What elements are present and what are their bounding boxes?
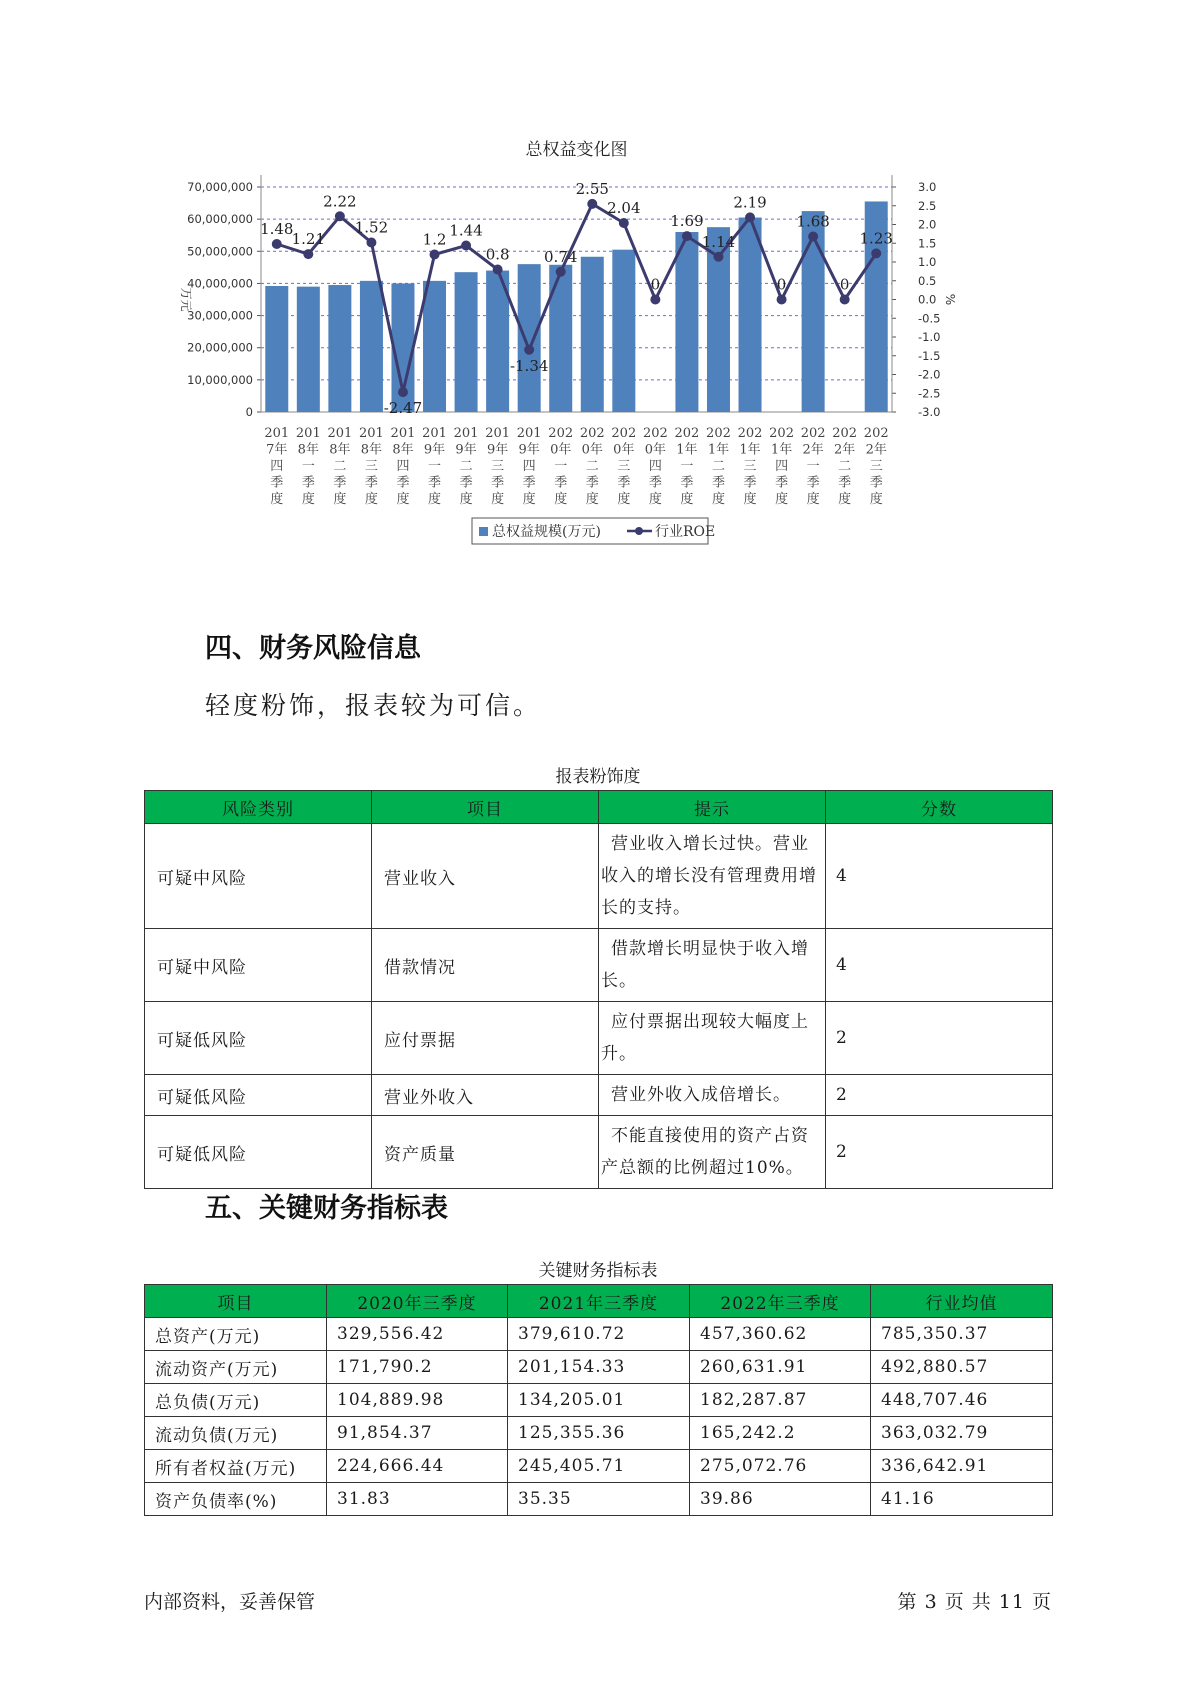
x-tick-label: 度 <box>648 492 662 507</box>
section4-heading: 四、财务风险信息 <box>205 633 421 664</box>
roe-point <box>366 238 376 248</box>
roe-point <box>335 211 345 221</box>
x-tick-label: 季 <box>333 475 347 491</box>
risk-category: 可疑中风险 <box>145 824 372 929</box>
y-tick-label: 50,000,000 <box>187 244 253 259</box>
x-tick-label: 季 <box>680 475 694 491</box>
x-tick-label: 度 <box>522 492 536 507</box>
x-tick-label: 度 <box>617 492 631 507</box>
y2-tick-label: 2.5 <box>918 198 937 213</box>
x-tick-label: 季 <box>459 475 473 491</box>
risk-category: 可疑中风险 <box>145 929 372 1002</box>
risk-item: 借款情况 <box>372 929 599 1002</box>
x-tick-label: 0年 <box>550 442 572 458</box>
roe-point <box>871 248 881 258</box>
bar <box>297 287 320 412</box>
roe-data-label: 1.23 <box>859 229 893 248</box>
indicator-label: 流动负债(万元) <box>145 1417 327 1450</box>
risk-item: 营业收入 <box>372 824 599 929</box>
table-row <box>145 824 1053 929</box>
x-tick-label: 二 <box>333 459 347 474</box>
x-tick-label: 9年 <box>518 442 540 458</box>
risk-item: 营业外收入 <box>372 1075 599 1116</box>
bar <box>612 250 635 412</box>
y-tick-label: 70,000,000 <box>187 180 253 194</box>
x-tick-label: 202 <box>674 426 700 441</box>
y-tick-label: 60,000,000 <box>187 212 253 227</box>
x-tick-label: 一 <box>301 459 315 474</box>
x-tick-label: 201 <box>295 426 321 441</box>
x-tick-label: 季 <box>522 475 536 491</box>
x-tick-label: 季 <box>617 475 631 491</box>
x-tick-label: 202 <box>769 426 794 441</box>
risk-header-category: 风险类别 <box>145 791 372 824</box>
roe-point <box>493 265 503 275</box>
indicator-label: 总资产(万元) <box>145 1318 327 1351</box>
indicator-table-caption: 关键财务指标表 <box>538 1261 658 1281</box>
indicator-value: 182,287.87 <box>690 1384 871 1417</box>
risk-header-score: 分数 <box>826 791 1053 824</box>
x-tick-label: 季 <box>428 475 442 491</box>
x-tick-label: 季 <box>585 475 599 491</box>
x-tick-label: 度 <box>396 492 410 507</box>
x-tick-label: 度 <box>459 492 473 507</box>
y2-tick-label: 1.0 <box>918 255 937 269</box>
legend-bar-swatch <box>479 527 488 536</box>
x-tick-label: 季 <box>554 475 568 491</box>
x-tick-label: 度 <box>554 492 568 507</box>
roe-data-label: 0.8 <box>485 245 510 264</box>
table-row <box>145 1075 1053 1116</box>
roe-data-label: 2.04 <box>607 199 641 217</box>
x-tick-label: 202 <box>611 426 637 441</box>
x-tick-label: 三 <box>364 459 378 474</box>
risk-score: 2 <box>826 1002 1053 1075</box>
x-tick-label: 季 <box>491 475 505 491</box>
x-tick-label: 度 <box>585 492 599 507</box>
x-tick-label: 一 <box>428 459 442 474</box>
indicator-value: 363,032.79 <box>871 1417 1053 1450</box>
indicator-value: 245,405.71 <box>508 1450 690 1483</box>
indicator-header-industry-avg: 行业均值 <box>871 1285 1053 1318</box>
indicator-value: 171,790.2 <box>327 1351 508 1384</box>
x-tick-label: 202 <box>706 426 731 441</box>
indicator-value: 39.86 <box>690 1483 871 1516</box>
indicator-value: 785,350.37 <box>871 1318 1053 1351</box>
x-tick-label: 8年 <box>297 442 319 458</box>
roe-point <box>713 252 723 262</box>
roe-data-label: 2.22 <box>323 192 357 211</box>
x-tick-label: 一 <box>680 459 694 474</box>
x-tick-label: 季 <box>838 475 852 491</box>
roe-data-label: 1.48 <box>260 220 294 238</box>
x-tick-label: 度 <box>806 492 820 507</box>
indicator-label: 流动资产(万元) <box>145 1351 327 1384</box>
x-tick-label: 1年 <box>739 442 761 458</box>
x-tick-label: 8年 <box>329 442 351 458</box>
indicator-table-header <box>145 1285 1053 1318</box>
roe-data-label: 0 <box>839 275 850 294</box>
x-tick-label: 9年 <box>455 442 477 458</box>
x-tick-label: 度 <box>333 492 347 507</box>
x-tick-label: 201 <box>390 426 416 441</box>
y2-tick-label: -1.5 <box>918 348 941 363</box>
risk-category: 可疑低风险 <box>145 1002 372 1075</box>
indicator-value: 41.16 <box>871 1483 1053 1516</box>
bar <box>265 286 288 412</box>
roe-point <box>430 250 440 260</box>
table-row <box>145 1483 1053 1516</box>
x-tick-label: 四 <box>775 459 789 474</box>
x-tick-label: 1年 <box>676 442 698 458</box>
y2-tick-label: 2.0 <box>918 217 937 232</box>
y2-tick-label: 1.5 <box>918 236 937 251</box>
risk-item: 资产质量 <box>372 1116 599 1189</box>
bar <box>423 281 446 412</box>
roe-point <box>808 232 818 242</box>
chart-title: 总权益变化图 <box>525 140 628 160</box>
roe-point <box>619 218 629 228</box>
x-tick-label: 201 <box>485 426 511 441</box>
y2-tick-label: 0.0 <box>918 292 937 307</box>
indicator-label: 总负债(万元) <box>145 1384 327 1417</box>
roe-point <box>587 199 597 209</box>
roe-data-label: 2.19 <box>733 193 767 212</box>
footer-confidential-note: 内部资料，妥善保管 <box>144 1591 316 1613</box>
bar <box>360 281 383 412</box>
indicator-value: 91,854.37 <box>327 1417 508 1450</box>
roe-data-label: 0 <box>776 275 787 294</box>
x-tick-label: 7年 <box>266 442 288 458</box>
x-tick-label: 二 <box>585 459 599 474</box>
chart-svg <box>160 140 1020 590</box>
risk-score: 4 <box>826 929 1053 1002</box>
indicator-value: 492,880.57 <box>871 1351 1053 1384</box>
roe-point <box>272 239 282 249</box>
indicator-value: 379,610.72 <box>508 1318 690 1351</box>
x-tick-label: 季 <box>301 475 315 491</box>
risk-item: 应付票据 <box>372 1002 599 1075</box>
x-tick-label: 三 <box>869 459 883 474</box>
roe-data-label: 0.74 <box>544 247 578 266</box>
indicator-header-2021q3: 2021年三季度 <box>508 1285 690 1318</box>
indicator-value: 31.83 <box>327 1483 508 1516</box>
risk-header-item: 项目 <box>372 791 599 824</box>
risk-table-caption: 报表粉饰度 <box>555 767 641 787</box>
footer-page-number: 第 3 页 共 11 页 <box>897 1591 1052 1613</box>
x-tick-label: 201 <box>264 426 290 441</box>
section5-heading: 五、关键财务指标表 <box>205 1193 448 1224</box>
x-tick-label: 201 <box>453 426 479 441</box>
roe-data-label: 1.69 <box>670 212 704 231</box>
x-tick-label: 1年 <box>770 442 793 458</box>
x-tick-label: 季 <box>806 475 820 491</box>
x-tick-label: 季 <box>869 475 883 491</box>
indicator-value: 336,642.91 <box>871 1450 1053 1483</box>
table-row <box>145 1351 1053 1384</box>
x-tick-label: 度 <box>711 492 725 507</box>
x-tick-label: 度 <box>775 492 789 507</box>
indicator-value: 275,072.76 <box>690 1450 871 1483</box>
x-tick-label: 三 <box>743 459 757 474</box>
y2-tick-label: 3.0 <box>918 180 937 194</box>
x-tick-label: 0年 <box>613 442 635 458</box>
indicator-label: 所有者权益(万元) <box>145 1450 327 1483</box>
indicator-value: 35.35 <box>508 1483 690 1516</box>
y2-tick-label: 0.5 <box>918 273 937 288</box>
y-axis-title-left: 万元 <box>179 287 193 312</box>
x-tick-label: 2年 <box>865 442 887 458</box>
roe-data-label: 1.2 <box>422 230 447 249</box>
roe-data-label: 1.44 <box>449 221 483 240</box>
risk-score: 2 <box>826 1075 1053 1116</box>
roe-data-label: 0 <box>650 275 661 294</box>
x-tick-label: 季 <box>711 475 725 491</box>
risk-score: 4 <box>826 824 1053 929</box>
x-tick-label: 202 <box>737 426 763 441</box>
y2-tick-label: -3.0 <box>918 405 941 419</box>
x-tick-label: 度 <box>301 492 315 507</box>
indicator-header-2022q3: 2022年三季度 <box>690 1285 871 1318</box>
x-tick-label: 9年 <box>486 442 509 458</box>
indicator-header-item: 项目 <box>145 1285 327 1318</box>
y2-tick-label: -0.5 <box>918 311 941 326</box>
risk-tip: 营业收入增长过快。营业收入的增长没有管理费用增长的支持。 <box>599 824 826 929</box>
roe-data-label: 1.52 <box>354 218 389 237</box>
roe-point <box>398 387 408 397</box>
risk-score: 2 <box>826 1116 1053 1189</box>
indicator-header-2020q3: 2020年三季度 <box>327 1285 508 1318</box>
x-tick-label: 201 <box>422 426 447 441</box>
table-row <box>145 929 1053 1002</box>
roe-point <box>556 267 566 277</box>
roe-point <box>777 295 787 305</box>
x-tick-label: 202 <box>863 426 889 441</box>
x-tick-label: 二 <box>711 459 725 474</box>
bar <box>455 272 478 412</box>
risk-table <box>144 790 1053 1189</box>
x-tick-label: 201 <box>327 426 353 441</box>
indicator-value: 260,631.91 <box>690 1351 871 1384</box>
legend-label-equity: 总权益规模(万元) <box>492 524 601 540</box>
indicator-value: 134,205.01 <box>508 1384 690 1417</box>
risk-category: 可疑低风险 <box>145 1075 372 1116</box>
y2-tick-label: -1.0 <box>918 330 941 344</box>
roe-data-label: 1.14 <box>701 232 736 251</box>
table-row <box>145 1002 1053 1075</box>
x-tick-label: 9年 <box>423 442 446 458</box>
x-tick-label: 度 <box>838 492 852 507</box>
x-tick-label: 202 <box>832 426 858 441</box>
risk-header-tip: 提示 <box>599 791 826 824</box>
x-tick-label: 度 <box>869 492 883 507</box>
table-row <box>145 1450 1053 1483</box>
x-tick-label: 度 <box>270 492 284 507</box>
x-tick-label: 四 <box>396 459 410 474</box>
x-tick-label: 度 <box>428 492 442 507</box>
x-tick-label: 季 <box>743 475 757 491</box>
roe-data-label: -1.34 <box>509 356 549 375</box>
risk-tip: 应付票据出现较大幅度上升。 <box>599 1002 826 1075</box>
roe-point <box>461 241 471 251</box>
table-row <box>145 1417 1053 1450</box>
indicator-value: 104,889.98 <box>327 1384 508 1417</box>
indicator-value: 125,355.36 <box>508 1417 690 1450</box>
y-tick-label: 30,000,000 <box>187 308 253 323</box>
y-axis-title-right: % <box>943 293 957 306</box>
roe-point <box>682 231 692 241</box>
roe-data-label: 1.21 <box>291 230 326 249</box>
x-tick-label: 三 <box>491 459 505 474</box>
x-tick-label: 二 <box>459 459 473 474</box>
x-tick-label: 201 <box>516 426 542 441</box>
bar <box>518 264 541 412</box>
table-row <box>145 1384 1053 1417</box>
risk-summary: 轻度粉饰，报表较为可信。 <box>205 691 542 720</box>
x-tick-label: 2年 <box>802 442 824 458</box>
equity-change-chart <box>160 140 1020 590</box>
roe-point <box>650 295 660 305</box>
y-tick-label: 0 <box>245 405 253 419</box>
y-tick-label: 10,000,000 <box>187 372 253 387</box>
bar <box>328 285 351 412</box>
bar <box>675 232 698 412</box>
y2-tick-label: -2.0 <box>918 367 941 382</box>
x-tick-label: 四 <box>648 459 662 474</box>
legend-label-roe: 行业ROE <box>655 524 716 540</box>
roe-point <box>745 212 755 222</box>
indicator-value: 457,360.62 <box>690 1318 871 1351</box>
risk-tip: 借款增长明显快于收入增长。 <box>599 929 826 1002</box>
x-tick-label: 0年 <box>644 442 667 458</box>
roe-point <box>524 345 534 355</box>
indicator-table <box>144 1284 1053 1516</box>
risk-table-header <box>145 791 1053 824</box>
x-tick-label: 202 <box>800 426 826 441</box>
x-tick-label: 201 <box>359 426 384 441</box>
x-tick-label: 度 <box>491 492 505 507</box>
x-tick-label: 二 <box>838 459 852 474</box>
x-tick-label: 202 <box>642 426 668 441</box>
indicator-label: 资产负债率(%) <box>145 1483 327 1516</box>
x-tick-label: 202 <box>579 426 605 441</box>
x-tick-label: 季 <box>396 475 410 491</box>
x-tick-label: 8年 <box>392 442 414 458</box>
roe-point <box>303 249 313 259</box>
x-tick-label: 1年 <box>707 442 730 458</box>
y-tick-label: 20,000,000 <box>187 340 253 355</box>
table-row <box>145 1116 1053 1189</box>
roe-data-label: -2.47 <box>383 399 423 418</box>
x-tick-label: 季 <box>270 475 284 491</box>
indicator-value: 448,707.46 <box>871 1384 1053 1417</box>
x-tick-label: 度 <box>364 492 378 507</box>
x-tick-label: 2年 <box>834 442 856 458</box>
x-tick-label: 季 <box>364 475 378 491</box>
indicator-value: 201,154.33 <box>508 1351 690 1384</box>
bar <box>739 218 762 412</box>
risk-category: 可疑低风险 <box>145 1116 372 1189</box>
x-tick-label: 一 <box>554 459 568 474</box>
roe-data-label: 2.55 <box>575 179 609 198</box>
roe-point <box>840 295 850 305</box>
indicator-value: 224,666.44 <box>327 1450 508 1483</box>
table-row <box>145 1318 1053 1351</box>
risk-tip: 营业外收入成倍增长。 <box>599 1075 826 1116</box>
x-tick-label: 一 <box>806 459 820 474</box>
roe-data-label: 1.68 <box>796 212 830 231</box>
x-tick-label: 202 <box>548 426 574 441</box>
bar <box>549 265 572 412</box>
x-tick-label: 8年 <box>360 442 383 458</box>
legend-line-marker <box>635 527 643 535</box>
bar <box>581 257 604 412</box>
x-tick-label: 四 <box>270 459 284 474</box>
x-tick-label: 季 <box>648 475 662 491</box>
indicator-value: 165,242.2 <box>690 1417 871 1450</box>
x-tick-label: 四 <box>522 459 536 474</box>
x-tick-label: 三 <box>617 459 631 474</box>
y2-tick-label: -2.5 <box>918 386 941 401</box>
y-tick-label: 40,000,000 <box>187 276 253 291</box>
indicator-value: 329,556.42 <box>327 1318 508 1351</box>
x-tick-label: 季 <box>775 475 789 491</box>
risk-tip: 不能直接使用的资产占资产总额的比例超过10%。 <box>599 1116 826 1189</box>
x-tick-label: 0年 <box>581 442 603 458</box>
x-tick-label: 度 <box>680 492 694 507</box>
x-tick-label: 度 <box>743 492 757 507</box>
